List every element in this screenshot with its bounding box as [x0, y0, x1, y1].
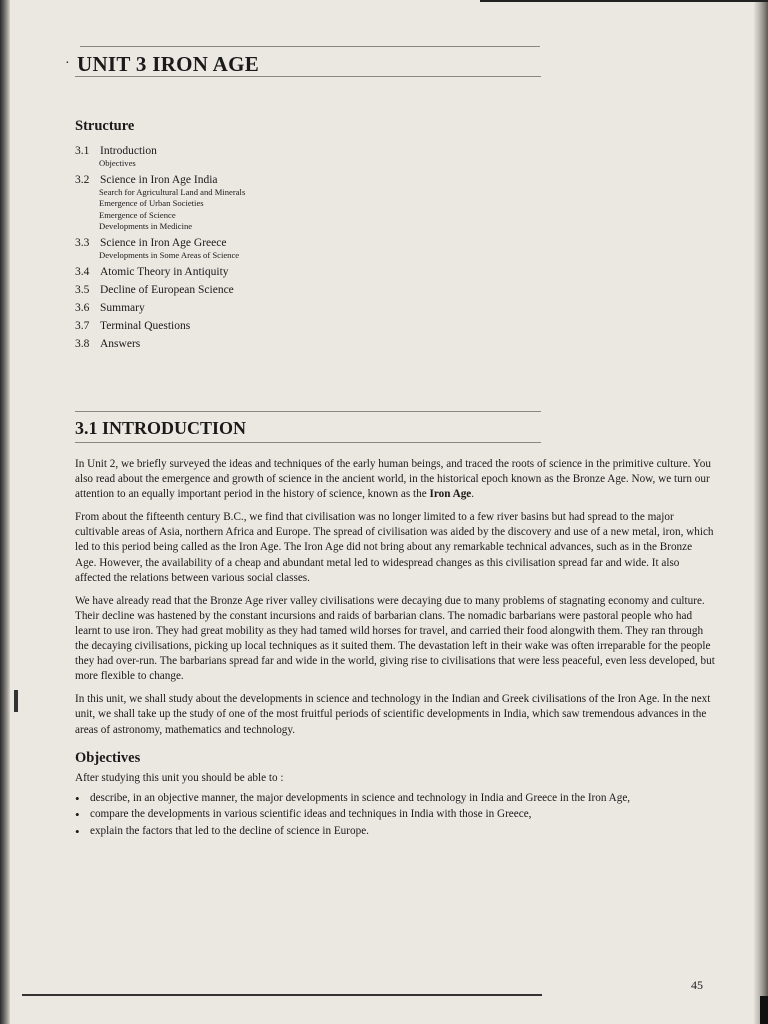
section-rule-bottom: [75, 442, 541, 443]
list-item: • compare the developments in various scientific ideas and techniques in India with those in Greece,: [75, 808, 715, 822]
body-text: [75, 457, 715, 841]
toc-subitems: Objectives: [99, 158, 136, 168]
toc-item: 3.6 Summary: [75, 302, 145, 315]
structure-heading: Structure: [75, 118, 135, 134]
objectives-intro: After studying this unit you should be able to :: [75, 771, 284, 784]
title-rule-top: [80, 46, 540, 47]
toc-item: 3.8 Answers: [75, 338, 141, 351]
bottom-rule: [22, 994, 542, 996]
paragraph: We have already read that the Bronze Age river valley civilisations were decaying due to many problems of stagnating economy and culture. Their decline was hastened by the constant incursions and raids of barbarian clans. The nomadic barbarians were pastoral people who had learnt to use iron. They had great mobility as they had tamed wild horses for travel, and carried their food alongwith them. They ran through the decaying civilisations, picking up local techniques as it suited them. The devastation left in their wake was often irreparable for the people they had over-run. The barbarians spread far and wide in the world, giving rise to civilisations that were less peaceful, even less developed, but more flexible to change.: [75, 594, 715, 683]
margin-dot: ·: [65, 56, 70, 71]
scan-corner-mark: [760, 996, 768, 1024]
scan-edge-left: [0, 0, 10, 1024]
scan-edge-right: [754, 0, 768, 1024]
top-rule: [480, 0, 768, 2]
margin-mark: [14, 690, 18, 712]
paragraph: From about the fifteenth century B.C., we find that civilisation was no longer limited to a few river basins but had spread to the major cultivable areas of Asia, northern Africa and Europe. The spread of civilisation was aided by the discovery and use of a new metal, iron, which led to this period being called as the Iron Age. The Iron Age did not bring about any remarkable technical advances, such as in the Bronze Age. However, the availability of a cheap and abundant metal led to widespread changes as this civilisation spread far and wide. It also affected the relations between various social classes.: [75, 511, 714, 584]
objectives-list: [75, 792, 715, 839]
toc-subitems: Search for Agricultural Land and Minerals Emergence of Urban Societies Emergence of Science Developments in Medicine: [99, 187, 246, 231]
section-heading: 3.1 INTRODUCTION: [75, 418, 247, 438]
toc-item: 3.4 Atomic Theory in Antiquity: [75, 266, 229, 279]
unit-title: UNIT 3 IRON AGE: [77, 52, 260, 76]
toc-item: 3.3 Science in Iron Age Greece: [75, 237, 227, 250]
toc-item: 3.1 Introduction: [75, 145, 157, 157]
objectives-heading: Objectives: [75, 749, 141, 766]
title-rule-bottom: [75, 76, 541, 77]
section-rule-top: [75, 411, 541, 412]
toc-item: 3.2 Science in Iron Age India: [75, 174, 218, 187]
list-item: • explain the factors that led to the decline of science in Europe.: [75, 825, 715, 839]
list-item: • describe, in an objective manner, the major developments in science and technology in India and Greece in the Iron Age,: [75, 792, 715, 806]
page-number: 45: [691, 978, 703, 992]
table-of-contents: [75, 140, 475, 351]
toc-item: 3.5 Decline of European Science: [75, 284, 234, 297]
toc-subitems: Developments in Some Areas of Science: [99, 250, 240, 261]
toc-item: 3.7 Terminal Questions: [75, 320, 191, 333]
paragraph: In this unit, we shall study about the developments in science and technology in the Indian and Greek civilisations of the Iron Age. In the next unit, we shall take up the study of one of the most fruitful periods of scientific developments in India, which saw tremendous advances in the areas of astronomy, mathematics and technology.: [75, 693, 711, 736]
paragraph: In Unit 2, we briefly surveyed the ideas and techniques of the early human beings, and traced the roots of science in the primitive culture. You also read about the emergence and growth of science in the ancient world, in the historical epoch known as the Bronze Age. Now, we turn our attention to an equally important period in the history of science, known as the Iron Age.: [75, 458, 711, 501]
